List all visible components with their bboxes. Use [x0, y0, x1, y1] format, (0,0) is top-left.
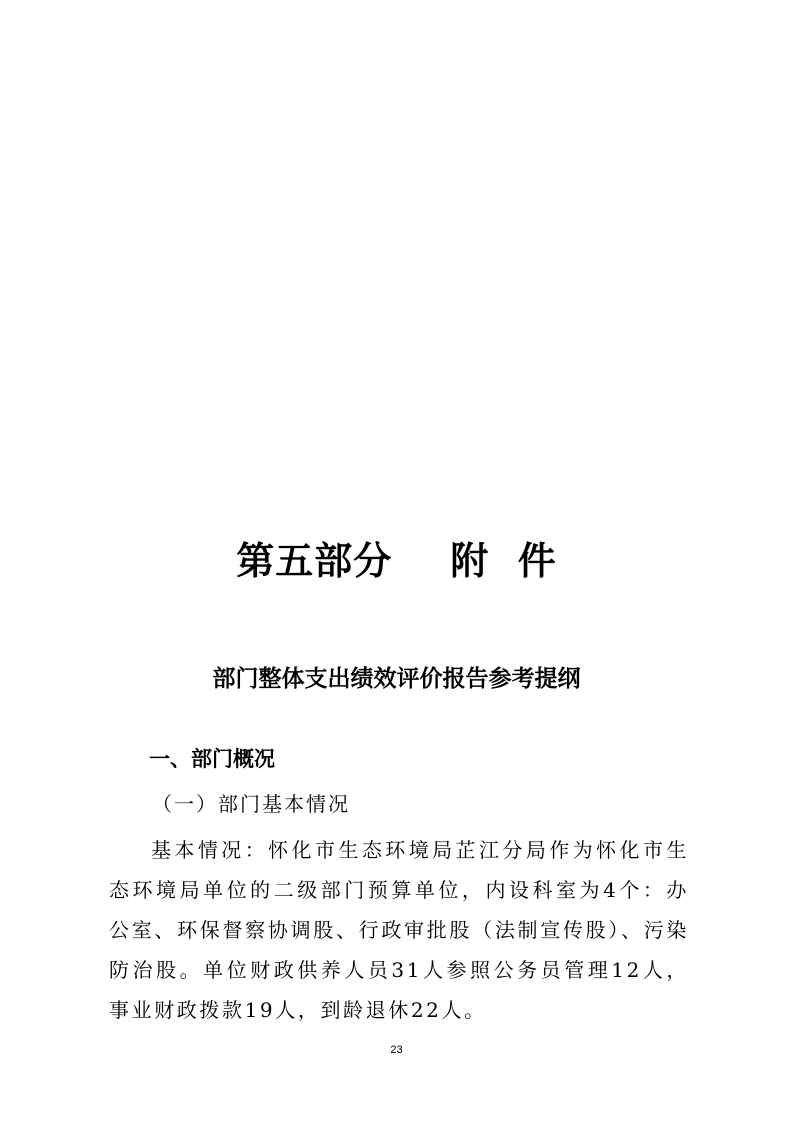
subsection-heading-basic-info: （一）部门基本情况 [152, 792, 350, 816]
outline-title: 部门整体支出绩效评价报告参考提纲 [212, 666, 581, 692]
part-title-annex: 附 件 [450, 538, 557, 583]
section-heading-department-overview: 一、部门概况 [149, 747, 275, 771]
page-number: 23 [390, 1044, 403, 1056]
basic-info-paragraph: 基本情况：怀化市生态环境局芷江分局作为怀化市生态环境局单位的二级部门预算单位，内设科室为4个：办公室、环保督察协调股、行政审批股（法制宣传股）、污染防治股。单位财政供养人员31人参照公务员管理12人，事业财政拨款19人，到龄退休22人。 [109, 838, 689, 1022]
part-title-label: 第五部分 [236, 538, 393, 583]
part-title [0, 537, 793, 585]
